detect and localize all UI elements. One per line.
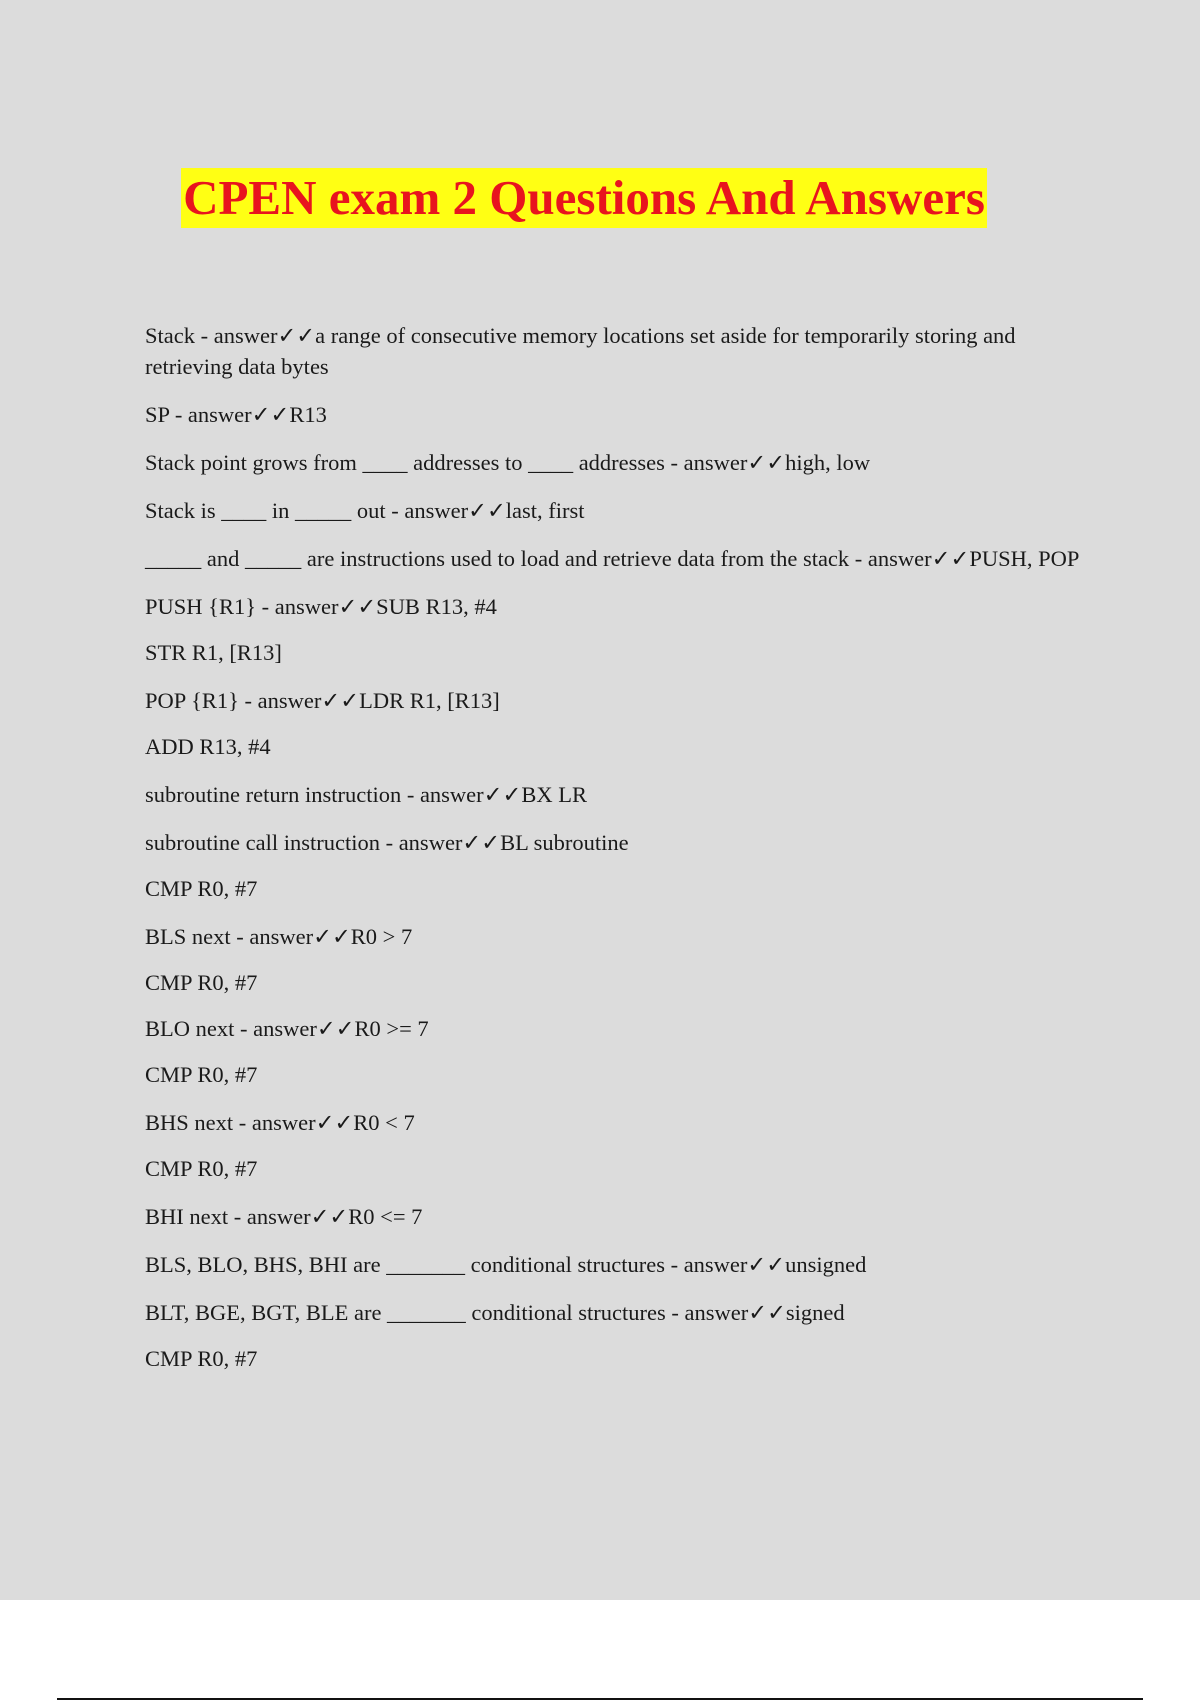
qa-line: BLT, BGE, BGT, BLE are _______ conditional structures - answer✓✓signed: [145, 1300, 845, 1325]
qa-line: CMP R0, #7: [145, 876, 258, 901]
qa-line: Stack - answer✓✓a range of consecutive memory locations set aside for temporarily storing and retrieving data bytes: [145, 323, 1016, 379]
qa-line: CMP R0, #7: [145, 1062, 258, 1087]
qa-line: CMP R0, #7: [145, 970, 258, 995]
qa-line: _____ and _____ are instructions used to load and retrieve data from the stack - answer✓✓PUSH, POP: [145, 546, 1080, 571]
qa-line: STR R1, [R13]: [145, 640, 282, 665]
qa-line: subroutine call instruction - answer✓✓BL subroutine: [145, 830, 629, 855]
qa-line: BLS, BLO, BHS, BHI are _______ conditional structures - answer✓✓unsigned: [145, 1252, 867, 1277]
qa-line: CMP R0, #7: [145, 1156, 258, 1181]
qa-line: SP - answer✓✓R13: [145, 402, 327, 427]
qa-line: BHS next - answer✓✓R0 < 7: [145, 1110, 415, 1135]
qa-line: BHI next - answer✓✓R0 <= 7: [145, 1204, 423, 1229]
qa-line: BLS next - answer✓✓R0 > 7: [145, 924, 413, 949]
qa-line: Stack is ____ in _____ out - answer✓✓last, first: [145, 498, 585, 523]
title-container: [0, 168, 1200, 228]
qa-line: BLO next - answer✓✓R0 >= 7: [145, 1016, 429, 1041]
qa-line: POP {R1} - answer✓✓LDR R1, [R13]: [145, 688, 500, 713]
qa-line: ADD R13, #4: [145, 734, 271, 759]
document-title: CPEN exam 2 Questions And Answers: [181, 168, 987, 228]
qa-line: Stack point grows from ____ addresses to ____ addresses - answer✓✓high, low: [145, 450, 871, 475]
qa-list: [145, 320, 1095, 1391]
qa-line: PUSH {R1} - answer✓✓SUB R13, #4: [145, 594, 497, 619]
qa-line: CMP R0, #7: [145, 1346, 258, 1371]
qa-line: subroutine return instruction - answer✓✓BX LR: [145, 782, 588, 807]
